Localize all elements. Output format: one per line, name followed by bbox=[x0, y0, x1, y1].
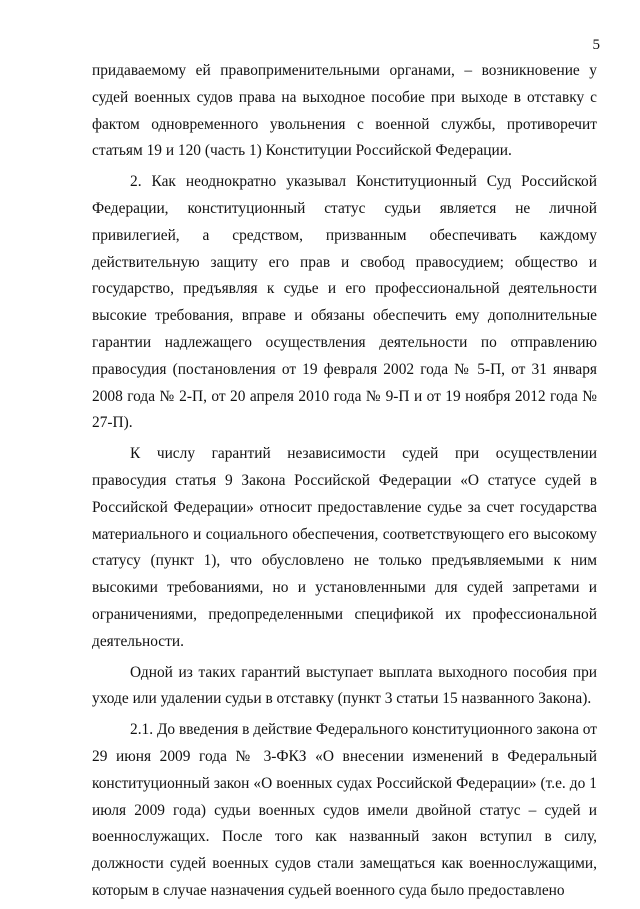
paragraph-continuation: придаваемому ей правоприменительными органами, – возникновение у судей военных судов права на выходное пособие при выходе в отставку с фактом одновременного увольнения с военной службы, противоречит статьям 19 и 120 (часть 1) Конституции Российской Федерации. bbox=[92, 62, 597, 160]
document-body bbox=[92, 58, 597, 909]
paragraph-2: 2. Как неоднократно указывал Конституционный Суд Российской Федерации, конституционный статус судьи является не личной привилегией, а средством, призванным обеспечивать каждому действительную защиту его прав и свобод правосудием; общество и государство, предъявляя к судье и его профессиональной деятельности высокие требования, вправе и обязаны обеспечить ему дополнительные гарантии надлежащего осуществления деятельности по отправлению правосудия (постановления от 19 февраля 2002 года № 5-П, от 31 января 2008 года № 2-П, от 20 апреля 2010 года № 9-П и от 19 ноября 2012 года № 27-П). bbox=[92, 173, 597, 432]
page-number: 5 bbox=[592, 37, 600, 53]
paragraph-guarantees: К числу гарантий независимости судей при осуществлении правосудия статья 9 Закона Российской Федерации «О статусе судей в Российской Федерации» относит предоставление судье за счет государства материального и социального обеспечения, соответствующего его высокому статусу (пункт 1), что обусловлено не только предъявляемыми к ним высокими требованиями, но и установленными для судей запретами и ограничениями, предопределенными спецификой их профессиональной деятельности. bbox=[92, 445, 597, 650]
paragraph-2-1: 2.1. До введения в действие Федерального конституционного закона от 29 июня 2009 года № 3-ФКЗ «О внесении изменений в Федеральный конституционный закон «О военных судах Российской Федерации» (т.е. до 1 июля 2009 года) судьи военных судов имели двойной статус – судей и военнослужащих. После того как названный закон вступил в силу, должности судей военных судов стали замещаться как военнослужащими, которым в случае назначения судьей военного суда было предоставлено bbox=[92, 721, 597, 899]
paragraph-severance: Одной из таких гарантий выступает выплата выходного пособия при уходе или удалении судьи в отставку (пункт 3 статьи 15 названного Закона). bbox=[92, 663, 597, 708]
